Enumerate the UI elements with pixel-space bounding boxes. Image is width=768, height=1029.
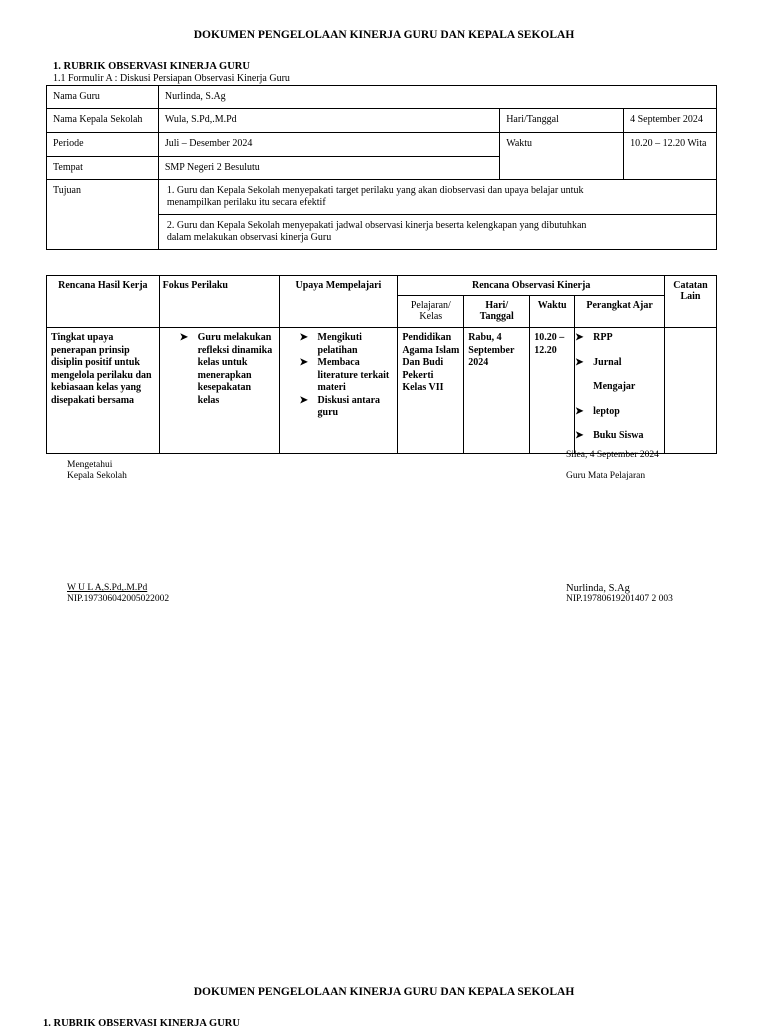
page2-section-heading: 1. RUBRIK OBSERVASI KINERJA GURU bbox=[43, 1018, 240, 1029]
guru-name: Nurlinda, S.Ag bbox=[566, 583, 630, 594]
cell-pelajaran: Pendidikan Agama Islam Dan Budi Pekerti Kelas VII bbox=[398, 328, 464, 454]
tempat-label: Tempat bbox=[47, 157, 159, 180]
header-catatan: Catatan Lain bbox=[665, 276, 717, 328]
header-perangkat: Perangkat Ajar bbox=[575, 296, 665, 328]
plan-table bbox=[46, 275, 717, 454]
nama-guru-label: Nama Guru bbox=[47, 86, 159, 109]
cell-upaya bbox=[279, 328, 398, 454]
arrow-bullet-icon: ➤ bbox=[575, 405, 584, 417]
cell-catatan bbox=[665, 328, 717, 454]
upaya-item bbox=[300, 357, 394, 395]
header-rencana-hasil: Rencana Hasil Kerja bbox=[47, 276, 160, 328]
kepala-nip: NIP.197306042005022002 bbox=[67, 594, 170, 604]
mengetahui-label: Mengetahui bbox=[67, 460, 113, 470]
periode-label: Periode bbox=[47, 133, 159, 157]
cell-hari: Rabu, 4 September 2024 bbox=[464, 328, 530, 454]
arrow-bullet-icon: ➤ bbox=[575, 332, 584, 343]
tujuan-1-line-2: menampilkan perilaku itu secara efektif bbox=[166, 197, 326, 208]
arrow-bullet-icon: ➤ bbox=[575, 356, 584, 368]
info-table bbox=[46, 85, 717, 250]
nama-guru-value: Nurlinda, S.Ag bbox=[158, 86, 716, 109]
upaya-text: Diskusi antara guru bbox=[317, 394, 381, 418]
guru-mapel-label: Guru Mata Pelajaran bbox=[566, 471, 646, 481]
fokus-item bbox=[180, 332, 275, 407]
header-waktu: Waktu bbox=[530, 296, 575, 328]
arrow-bullet-icon: ➤ bbox=[179, 332, 189, 343]
page2-document-title: DOKUMEN PENGELOLAAN KINERJA GURU DAN KEPALA SEKOLAH bbox=[193, 986, 575, 998]
place-date: Silea, 4 September 2024 bbox=[566, 450, 659, 460]
perangkat-text: leptop bbox=[593, 405, 620, 417]
perangkat-item bbox=[575, 400, 660, 425]
signature-left-header bbox=[67, 460, 127, 482]
perangkat-item bbox=[575, 351, 660, 400]
tujuan-label: Tujuan bbox=[47, 180, 159, 250]
header-hari: Hari/ Tanggal bbox=[464, 296, 530, 328]
header-rencana-observasi: Rencana Observasi Kinerja bbox=[398, 276, 665, 296]
document-title: DOKUMEN PENGELOLAAN KINERJA GURU DAN KEPALA SEKOLAH bbox=[193, 29, 575, 41]
cell-perangkat bbox=[575, 328, 665, 454]
kepala-value: Wula, S.Pd,.M.Pd bbox=[158, 109, 499, 133]
periode-value: Juli – Desember 2024 bbox=[158, 133, 499, 157]
header-upaya: Upaya Mempelajari bbox=[279, 276, 398, 328]
tempat-value: SMP Negeri 2 Besulutu bbox=[158, 157, 499, 180]
waktu-label: Waktu bbox=[500, 133, 624, 180]
hari-tanggal-label: Hari/Tanggal bbox=[500, 109, 624, 133]
perangkat-text: Jurnal Mengajar bbox=[593, 356, 636, 392]
perangkat-item bbox=[575, 424, 660, 449]
signature-left bbox=[67, 583, 169, 605]
perangkat-text: Buku Siswa bbox=[593, 430, 644, 441]
arrow-bullet-icon: ➤ bbox=[299, 357, 308, 368]
subsection-heading: 1.1 Formulir A : Diskusi Persiapan Observasi Kinerja Guru bbox=[53, 73, 290, 84]
upaya-text: Membaca literature terkait materi bbox=[317, 357, 390, 393]
tujuan-item-1 bbox=[158, 180, 716, 215]
upaya-item bbox=[300, 332, 394, 357]
upaya-text: Mengikuti pelatihan bbox=[317, 332, 362, 356]
header-fokus-perilaku: Fokus Perilaku bbox=[159, 276, 279, 328]
arrow-bullet-icon: ➤ bbox=[299, 394, 308, 406]
guru-nip: NIP.19780619201407 2 003 bbox=[566, 594, 673, 604]
arrow-bullet-icon: ➤ bbox=[575, 430, 584, 441]
section-heading: 1. RUBRIK OBSERVASI KINERJA GURU bbox=[53, 61, 250, 72]
perangkat-text: RPP bbox=[593, 332, 613, 343]
signature-right bbox=[566, 583, 673, 605]
waktu-value: 10.20 – 12.20 Wita bbox=[624, 133, 717, 180]
cell-fokus bbox=[159, 328, 279, 454]
cell-waktu: 10.20 – 12.20 bbox=[530, 328, 575, 454]
arrow-bullet-icon: ➤ bbox=[299, 332, 308, 343]
hari-tanggal-value: 4 September 2024 bbox=[624, 109, 717, 133]
tujuan-item-2 bbox=[158, 215, 716, 250]
tujuan-2-line-1: 2. Guru dan Kepala Sekolah menyepakati jadwal observasi kinerja beserta kelengkapan yang dibutuhkan bbox=[166, 220, 587, 231]
tujuan-2-line-2: dalam melakukan observasi kinerja Guru bbox=[166, 232, 332, 243]
perangkat-item bbox=[575, 326, 660, 351]
header-pelajaran: Pelajaran/ Kelas bbox=[398, 296, 464, 328]
upaya-item bbox=[300, 395, 394, 420]
kepala-label: Nama Kepala Sekolah bbox=[47, 109, 159, 133]
kepala-sekolah-label: Kepala Sekolah bbox=[67, 471, 127, 481]
fokus-text: Guru melakukan refleksi dinamika kelas untuk menerapkan kesepakatan kelas bbox=[197, 332, 273, 406]
kepala-name: W U L A,S.Pd,.M.Pd bbox=[67, 583, 148, 593]
cell-rencana-hasil: Tingkat upaya penerapan prinsip disiplin positif untuk mengelola perilaku dan kebiasaan kelas yang disepakati bersama bbox=[47, 328, 160, 454]
tujuan-1-line-1: 1. Guru dan Kepala Sekolah menyepakati target perilaku yang akan diobservasi dan upaya belajar untuk bbox=[166, 185, 584, 196]
